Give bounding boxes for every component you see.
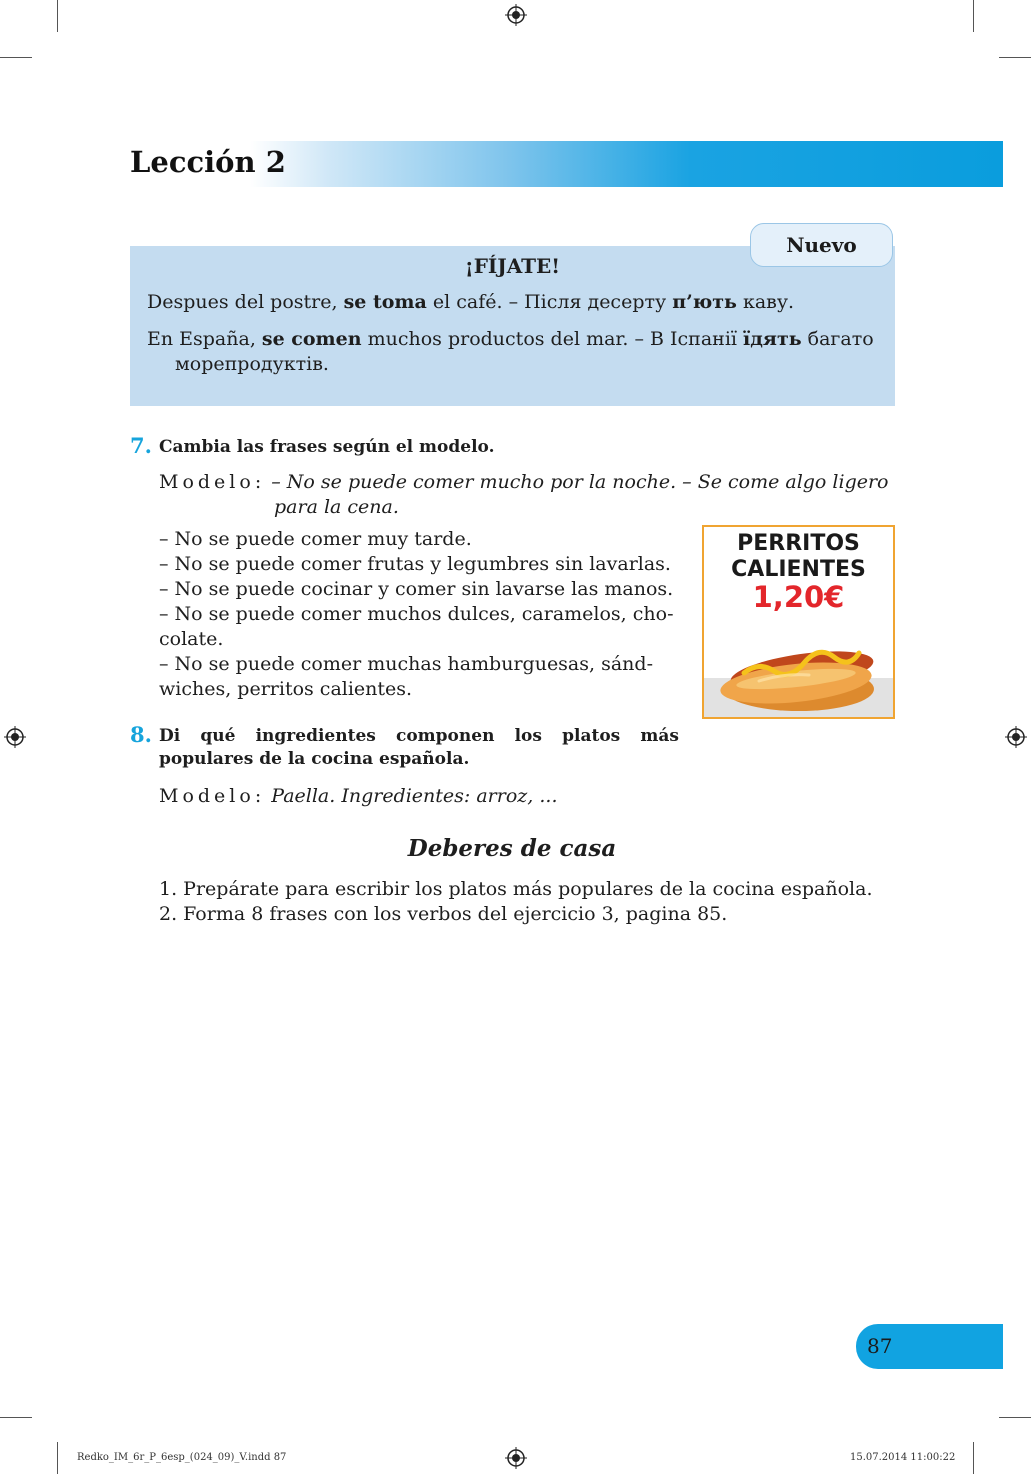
fijate-example-2 — [147, 327, 887, 352]
exercise-instruction: Cambia las frases según el modelo. — [159, 437, 495, 457]
text: багато — [801, 328, 874, 350]
exercise-instruction-cont: populares de la cocina española. — [159, 749, 470, 769]
page-number: 87 — [867, 1334, 893, 1358]
highlight: їдять — [743, 328, 802, 350]
exercise-modelo-cont — [274, 495, 399, 519]
text: el café. – Після десерту — [426, 291, 673, 313]
poster-line-1: PERRITOS — [737, 531, 860, 556]
text: Despues del postre, — [147, 291, 344, 313]
text: En España, — [147, 328, 262, 350]
highlight: se toma — [343, 291, 427, 313]
homework-item: 1. Prepárate para escribir los platos más populares de la cocina española. — [159, 878, 873, 900]
fijate-title: ¡FÍJATE! — [464, 254, 561, 278]
crop-mark — [0, 1417, 32, 1418]
list-item: – No se puede cocinar y comer sin lavarse las manos. — [159, 578, 674, 600]
crop-mark — [999, 1417, 1031, 1418]
list-item: wiches, perritos calientes. — [159, 678, 413, 700]
registration-mark-icon — [505, 1447, 527, 1469]
footer-file: Redko_IM_6r_P_6esp_(024_09)_V.indd 87 — [77, 1452, 287, 1463]
crop-mark — [999, 57, 1031, 58]
text: muchos productos del mar. – В Іспанії — [361, 328, 744, 350]
hotdog-icon — [704, 623, 893, 719]
registration-mark-icon — [505, 4, 527, 26]
modelo-label: Modelo: — [159, 471, 266, 493]
exercise-modelo — [159, 470, 899, 494]
fijate-example-1 — [147, 290, 887, 315]
exercise-modelo — [159, 784, 558, 808]
nuevo-tab: Nuevo — [750, 223, 893, 267]
text: каву. — [736, 291, 795, 313]
fijate-example-2-cont: морепродуктів. — [175, 353, 329, 375]
lesson-title: Lección 2 — [130, 145, 286, 179]
registration-mark-icon — [1005, 726, 1027, 748]
list-item: colate. — [159, 628, 224, 650]
footer-date: 15.07.2014 11:00:22 — [850, 1452, 956, 1463]
exercise-instruction: Di qué ingredientes componen los platos más — [159, 726, 679, 746]
highlight: se comen — [261, 328, 362, 350]
registration-mark-icon — [4, 726, 26, 748]
list-item: – No se puede comer muchas hamburguesas, sánd- — [159, 653, 653, 675]
poster-price: 1,20€ — [752, 580, 845, 614]
modelo-label: Modelo: — [159, 785, 266, 807]
exercise-number: 7. — [130, 433, 152, 458]
modelo-text: Paella. Ingredientes: arroz, ... — [271, 785, 558, 807]
sentence-list — [159, 527, 679, 702]
homework-title: Deberes de casa — [407, 835, 617, 862]
crop-mark — [57, 1442, 58, 1474]
modelo-text: – No se puede comer mucho por la noche. – Se come algo ligero — [271, 471, 889, 493]
modelo-text: para la cena. — [274, 496, 399, 518]
hotdog-poster — [702, 525, 895, 719]
poster-line-2: CALIENTES — [731, 557, 866, 582]
crop-mark — [973, 1442, 974, 1474]
list-item: – No se puede comer muy tarde. — [159, 528, 472, 550]
crop-mark — [57, 0, 58, 32]
list-item: – No se puede comer muchos dulces, caramelos, cho- — [159, 603, 674, 625]
crop-mark — [973, 0, 974, 32]
crop-mark — [0, 57, 32, 58]
homework-item: 2. Forma 8 frases con los verbos del ejercicio 3, pagina 85. — [159, 903, 728, 925]
list-item: – No se puede comer frutas y legumbres sin lavarlas. — [159, 553, 671, 575]
highlight: п’ють — [672, 291, 737, 313]
exercise-number: 8. — [130, 722, 152, 747]
